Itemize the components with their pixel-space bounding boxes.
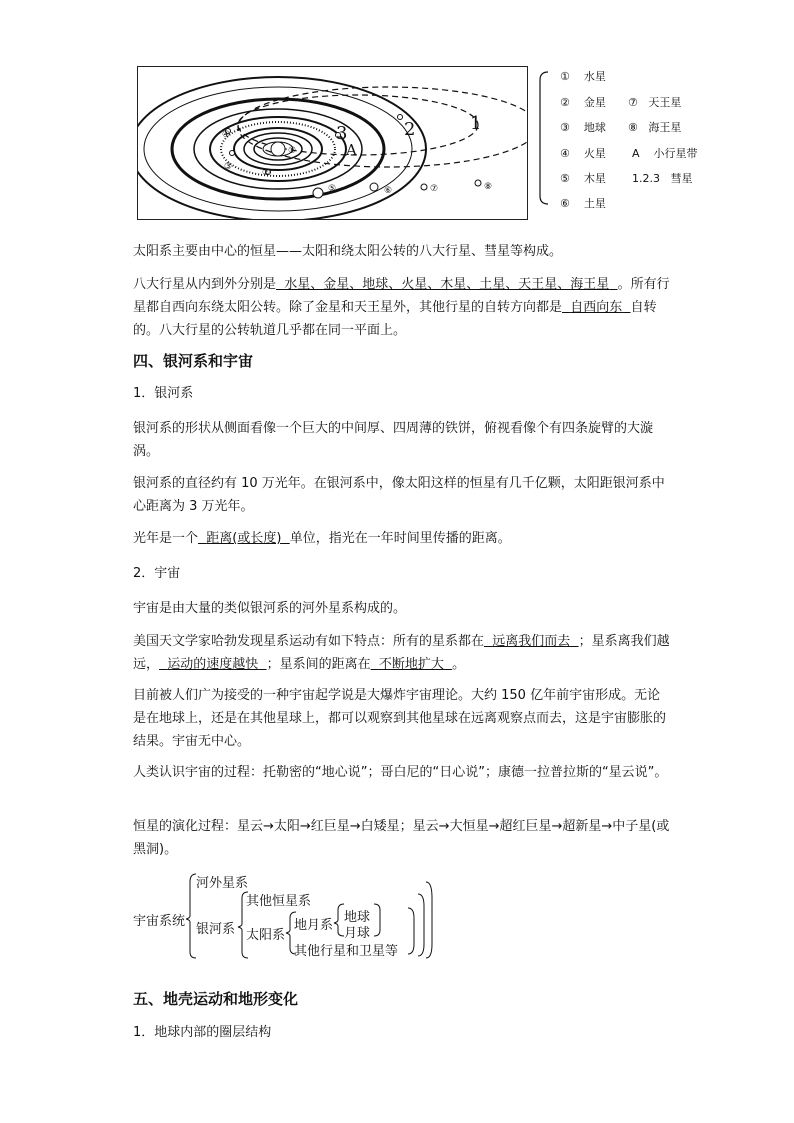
legend-item-saturn: ⑥ 土星: [560, 197, 606, 210]
planet-mark-5: ⑤: [328, 184, 337, 194]
section-heading-4: 四、银河系和宇宙: [133, 352, 254, 370]
legend-item-uranus: ⑦ 天王星: [628, 96, 682, 109]
legend-item-jupiter: ⑤ 木星: [560, 172, 606, 185]
neptune-icon: [475, 180, 481, 186]
legend-item-mars: ④ 火星: [560, 147, 606, 160]
planet-mark-3: ③: [224, 162, 233, 172]
paragraph-galaxy-size: 银河系的直径约有 10 万光年。在银河系中，像太阳这样的恒星有几千亿颗，太阳距银河系中心距离为 3 万光年。: [133, 476, 665, 514]
planet-mark-6: ⑥: [384, 186, 393, 196]
paragraph-planets: 八大行星从内到外分别是 水星、金星、地球、火星、木星、土星、天王星、海王星 。所有行星都自西向东绕太阳公转。除了金星和天王星外，其他行星的自转方向都是 自西向东 自转的。八大行星的公转轨道几乎都在同一平面上。: [133, 277, 670, 338]
legend-item-venus: ② 金星: [560, 96, 606, 109]
tree-root: 宇宙系统: [133, 914, 186, 929]
orbit-label-3: 3: [336, 123, 348, 144]
tree-other-star-systems: 其他恒星系: [246, 894, 312, 909]
paragraph-stellar-evolution: 恒星的演化过程：星云→太阳→红巨星→白矮星；星云→大恒星→超红巨星→超新星→中子星(或黑洞)。: [133, 819, 670, 857]
paragraph-cosmology-history: 人类认识宇宙的过程：托勒密的“地心说”；哥白尼的“日心说”；康德一拉普拉斯的“星云说”。: [133, 765, 668, 780]
tree-earth-moon-system: 地月系: [294, 918, 334, 933]
tree-earth: 地球: [344, 910, 371, 925]
tree-extragalactic: 河外星系: [196, 876, 249, 891]
legend-item-neptune: ⑧ 海王星: [628, 121, 682, 134]
tree-other-planets: 其他行星和卫星等: [294, 944, 399, 959]
orbit-label-1: 1: [470, 113, 482, 134]
tree-solar-system: 太阳系: [246, 928, 286, 943]
paragraph-galaxy-shape: 银河系的形状从侧面看像一个巨大的中间厚、四周薄的铁饼，俯视看像个有四条旋臂的大漩涡。: [133, 421, 654, 459]
jupiter-icon: [313, 188, 323, 198]
solar-system-diagram: [138, 67, 527, 219]
paragraph-big-bang: 目前被人们广为接受的一种宇宙起学说是大爆炸宇宙理论。大约 150 亿年前宇宙形成。无论是在地球上，还是在其他星球上，都可以观察到其他星球在远离观察点而去，这是宇宙膨胀的结果。宇宙无中心。: [133, 688, 667, 749]
paragraph-light-year: 光年是一个 距离(或长度) 单位，指光在一年时间里传播的距离。: [133, 531, 511, 546]
solar-system-figure: [137, 66, 528, 220]
paragraph-universe: 宇宙是由大量的类似银河系的河外星系构成的。: [133, 601, 407, 616]
legend-item-mercury: ① 水星: [560, 70, 606, 83]
paragraph-solar-system: 太阳系主要由中心的恒星——太阳和绕太阳公转的八大行星、彗星等构成。: [133, 244, 563, 259]
orbit-label-a: A: [346, 141, 357, 159]
planet-mark-7: ⑦: [430, 184, 439, 194]
blank-planet-order: 水星、金星、地球、火星、木星、土星、天王星、海王星: [284, 277, 610, 292]
subsection-universe: 2．宇宙: [133, 566, 181, 581]
section-heading-5: 五、地壳运动和地形变化: [133, 990, 299, 1008]
planet-mark-1: ①: [288, 146, 297, 156]
blank-rotation: 自西向东: [570, 300, 623, 315]
legend-item-earth: ③ 地球: [560, 121, 606, 134]
legend-brace: [536, 70, 550, 206]
legend-item-asteroid-belt: A 小行星带: [632, 147, 698, 160]
tree-galaxy: 银河系: [196, 922, 236, 937]
paragraph-hubble: 美国天文学家哈勃发现星系运动有如下特点：所有的星系都在 远离我们而去 ；星系离我们越远， 运动的速度越快 ；星系间的距离在 不断地扩大 。: [133, 634, 670, 672]
planet-mark-4: ④: [222, 130, 231, 140]
planet-dot: [398, 115, 403, 120]
uranus-icon: [421, 184, 427, 190]
sun-icon: [271, 142, 285, 156]
blank-speed: 运动的速度越快: [167, 657, 259, 672]
tree-moon: 月球: [344, 926, 371, 941]
planet-mark-8: ⑧: [484, 182, 493, 192]
blank-distance: 不断地扩大: [378, 657, 444, 672]
planet-mark-2: ②: [262, 168, 271, 178]
subsection-earth-structure: 1．地球内部的圈层结构: [133, 1025, 272, 1040]
orbit-label-2: 2: [404, 119, 416, 140]
planet-dot: [230, 151, 235, 156]
saturn-icon: [370, 183, 378, 191]
blank-light-year: 距离(或长度): [206, 531, 282, 546]
subsection-galaxy: 1．银河系: [133, 386, 194, 401]
legend-item-comet: 1.2.3 彗星: [632, 172, 693, 185]
blank-receding: 远离我们而去: [492, 634, 571, 649]
